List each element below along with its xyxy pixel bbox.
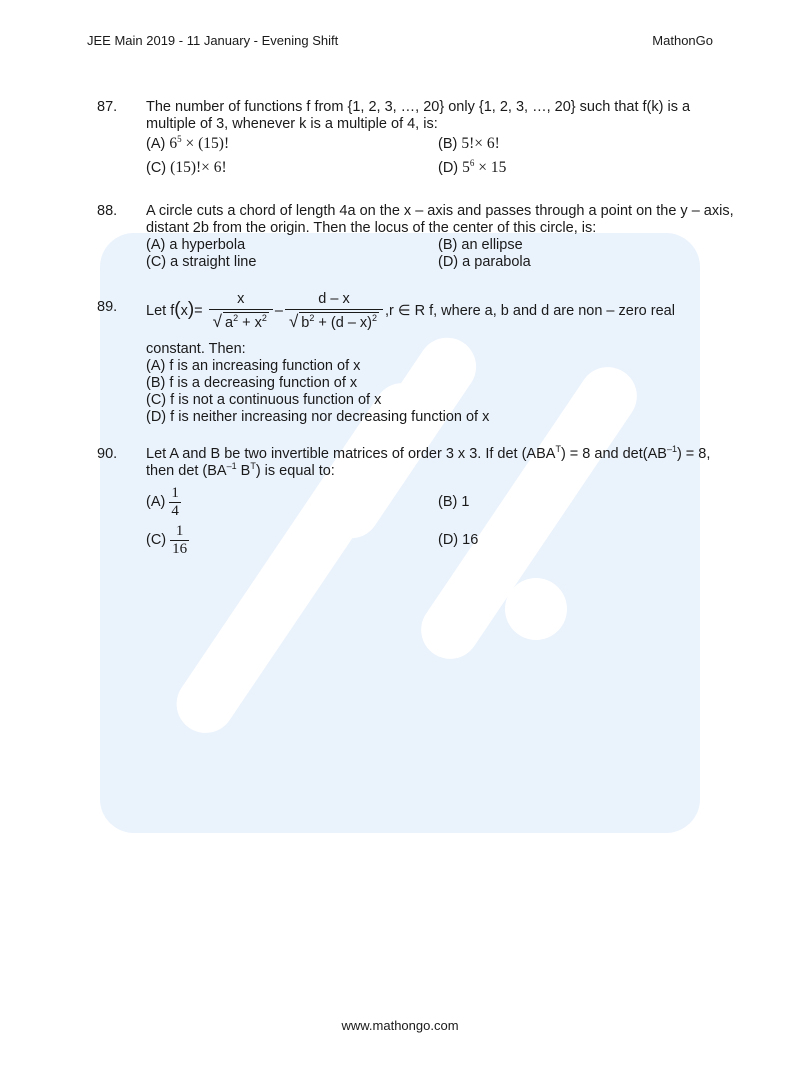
question-number: 90. <box>97 446 118 462</box>
watermark-dot <box>505 578 567 640</box>
footer-url[interactable]: www.mathongo.com <box>341 1018 459 1033</box>
document-title: JEE Main 2019 - 11 January - Evening Shift <box>87 33 339 48</box>
question-number: 88. <box>97 203 118 219</box>
option-c[interactable]: (C) a straight line <box>146 254 257 270</box>
option-b[interactable]: (B) an ellipse <box>438 237 523 253</box>
question-text: Let A and B be two invertible matrices of order 3 x 3. If $\det (ABA^T) = 8$ and $\det(AB^{-1}) = 8$, <box>146 444 711 462</box>
fraction-2: $\frac{d - x}{√ b^2 + (d - x)^2}$ <box>285 289 383 333</box>
option-d[interactable]: (D) $5^6 \times 15$ <box>438 158 507 176</box>
option-b[interactable]: (B) 1 <box>438 493 470 510</box>
option-b[interactable]: (B) 5!× 6! <box>438 135 500 152</box>
question-number: 87. <box>97 99 118 115</box>
option-d[interactable]: (D) f is neither increasing nor decreasing function of x <box>146 409 490 425</box>
question-number: 89. <box>97 299 118 315</box>
question-88 <box>97 203 737 271</box>
option-a[interactable]: (A) a hyperbola <box>146 237 246 253</box>
fraction-1: $\frac{x}{√ a^2 + x^2}$ <box>209 289 273 333</box>
function-definition: Let f(x)= $\frac{x}{√ a^2 + x^2}$ – $\frac{d - x}{√ b^2 + (d - x)^2}$ ,r ∈ R f, where a, b and d are non – zero real <box>146 291 675 331</box>
question-text-line2: then $\det (BA^{-1}$ $B^T$) is equal to: <box>146 461 335 479</box>
question-87 <box>97 99 737 177</box>
question-text: A circle cuts a chord of length 4a on the x – axis and passes through a point on the y – axis, distant 2b from the origin. Then the locus of the center of this circle, is: <box>146 203 734 236</box>
fraction: $\frac{1}{4}$ <box>171 484 179 519</box>
option-a[interactable]: (A) $\frac{1}{4}$ <box>146 484 179 519</box>
option-c[interactable]: (C) (15)!× 6! <box>146 159 227 176</box>
option-a[interactable]: (A) $6^5 \times (15)$! <box>146 134 230 152</box>
question-89 <box>97 289 737 426</box>
option-d[interactable]: (D) 16 <box>438 531 479 548</box>
question-text: constant. Then: <box>146 341 246 357</box>
option-b[interactable]: (B) f is a decreasing function of x <box>146 375 358 391</box>
option-c[interactable]: (C) $\frac{1}{16}$ <box>146 522 188 557</box>
question-90 <box>97 446 737 559</box>
question-text: The number of functions f from {1, 2, 3, …, 20} only {1, 2, 3, …, 20} such that f(k) is a multiple of 3, whenever k is a multiple of 4, is: <box>146 99 691 132</box>
brand-name: MathonGo <box>652 33 713 48</box>
fraction: $\frac{1}{16}$ <box>172 522 188 557</box>
option-a[interactable]: (A) f is an increasing function of x <box>146 358 361 374</box>
option-d[interactable]: (D) a parabola <box>438 254 531 270</box>
option-c[interactable]: (C) f is not a continuous function of x <box>146 392 382 408</box>
